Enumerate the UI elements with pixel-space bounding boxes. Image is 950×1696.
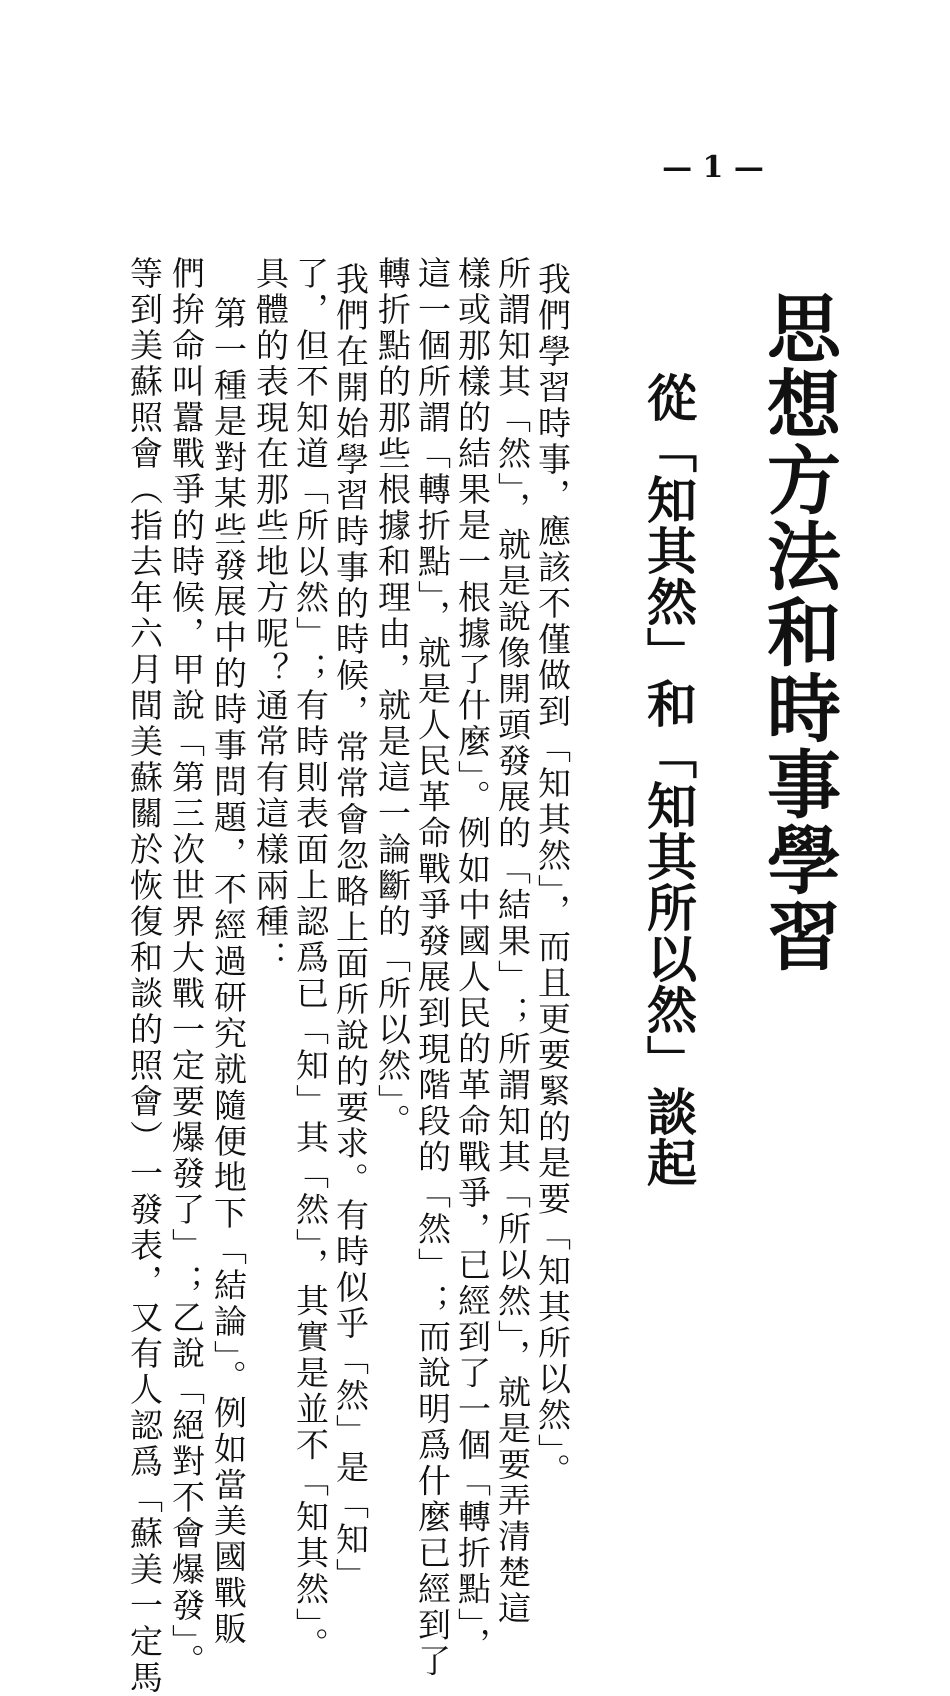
page-title: 思想方法和時事學習 (755, 290, 841, 974)
body-line: 第一種是對某些發展中的時事問題，不經過研究就隨便地下「結論」。例如當美國戰販 (209, 296, 248, 1648)
body-line: 我們在開始學習時事的時候，常常會忽略上面所說的要求。有時似乎「然」是「知」 (331, 262, 370, 1594)
body-line: 轉折點的那些根據和理由，就是這一論斷的「所以然」。 (373, 256, 412, 1140)
body-line: 等到美蘇照會（指去年六月間美蘇關於恢復和談的照會）一發表，又有人認爲「蘇美一定馬 (125, 256, 164, 1696)
body-line: 具體的表現在那些地方呢？通常有這樣兩種： (251, 256, 290, 976)
body-line: 樣或那樣的結果是一根據了什麼」。例如中國人民的革命戰爭，已經到了一個「轉折點」， (453, 256, 492, 1663)
body-line: 了，但不知道「所以然」；有時則表面上認爲已「知」其「然」，其實是並不「知其然」。 (291, 256, 330, 1663)
page-number: — 1 — (662, 150, 764, 185)
page-subtitle: 從「知其然」和「知其所以然」談起 (639, 372, 698, 1188)
body-line: 這一個所謂「轉折點」，就是人民革命戰爭發展到現階段的「然」；而說明爲什麼已經到了 (413, 256, 452, 1680)
body-line: 我們學習時事，應該不僅做到「知其然」，而且更要緊的是要「知其所以然」。 (533, 262, 572, 1489)
body-line: 們拚命叫囂戰爭的時候，甲說「第三次世界大戰一定要爆發了」；乙說「絕對不會爆發」。 (167, 256, 206, 1680)
body-line: 所謂知其「然」，就是說像開頭發展的「結果」；所謂知其「所以然」，就是要弄清楚這 (493, 256, 532, 1627)
